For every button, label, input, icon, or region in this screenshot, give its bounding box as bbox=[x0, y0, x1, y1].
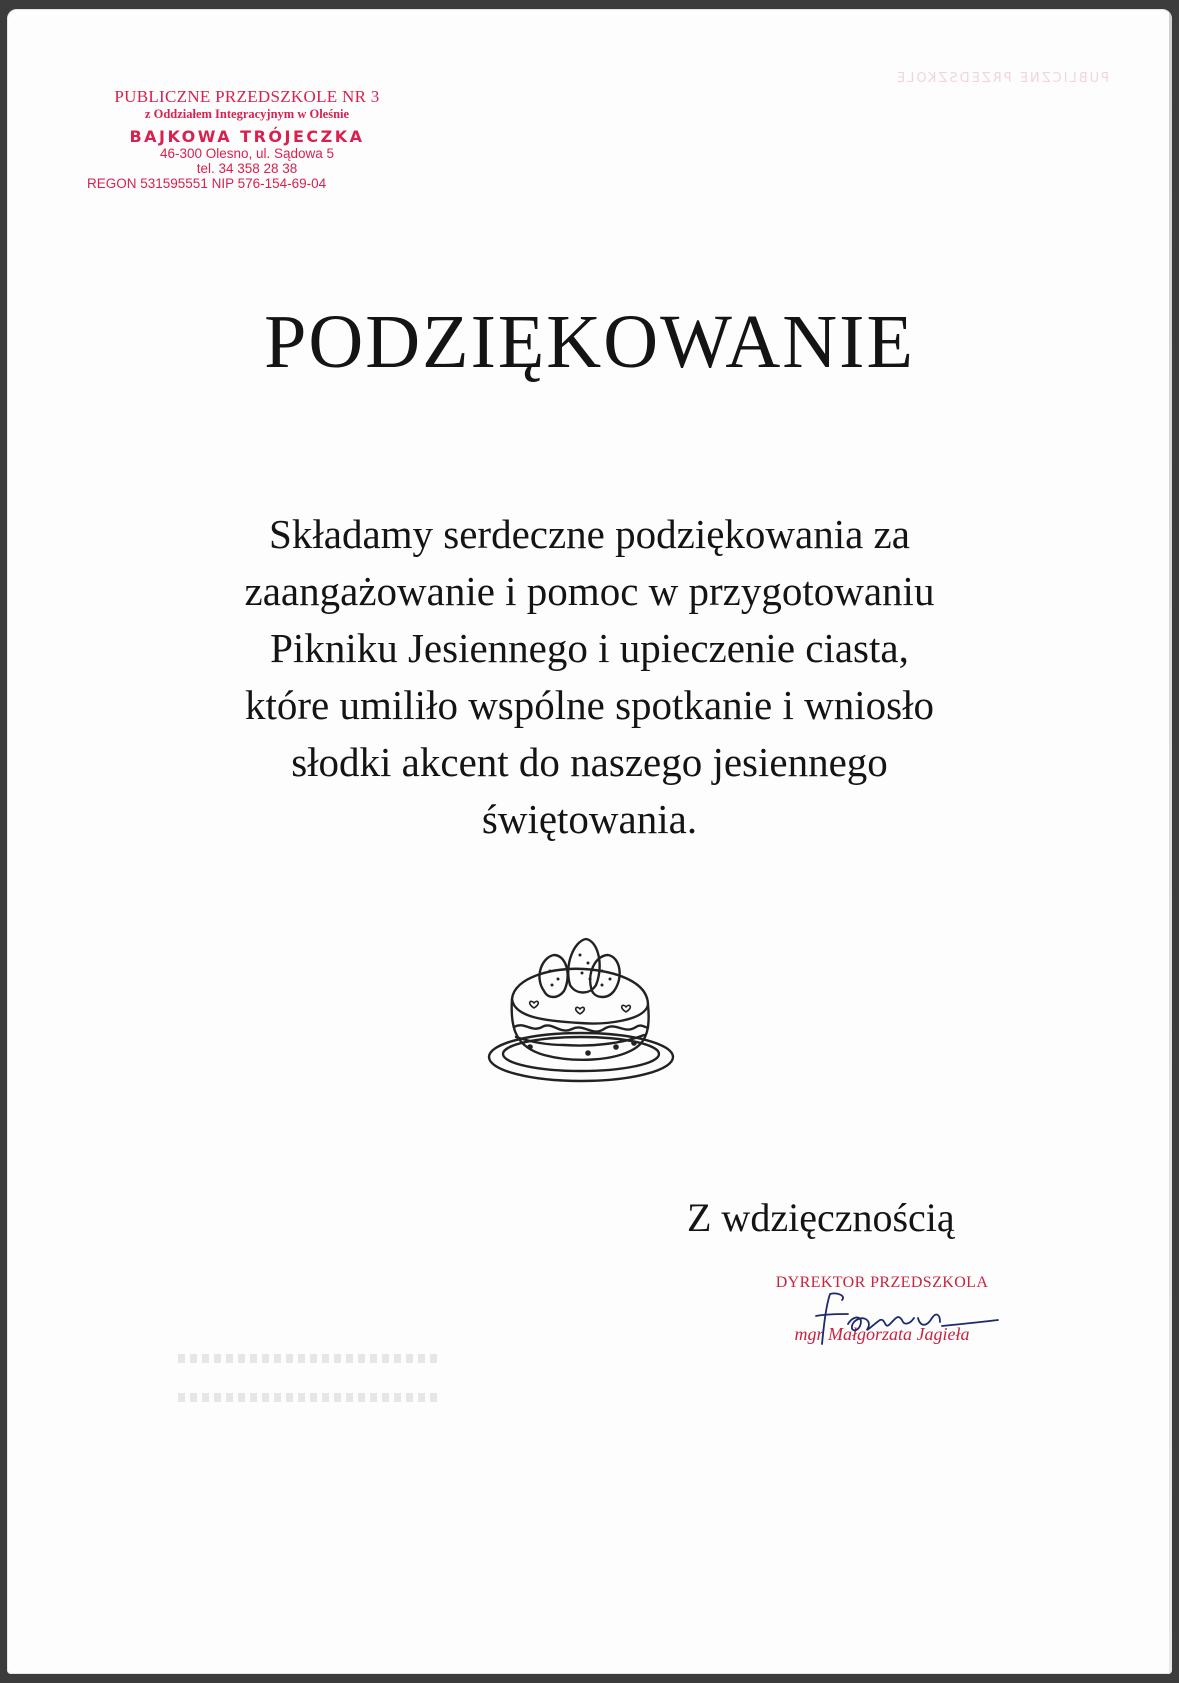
stamp-line-address: 46-300 Olesno, ul. Sądowa 5 bbox=[159, 146, 335, 161]
stamp-line-ids: REGON 531595551 NIP 576-154-69-04 bbox=[87, 176, 327, 191]
page-title: PODZIĘKOWANIE bbox=[264, 300, 915, 384]
closing-phrase: Z wdzięcznością bbox=[687, 1195, 955, 1240]
signature-name: mgr Małgorzata Jagieła bbox=[794, 1324, 970, 1344]
bleed-through-stamp: PUBLICZNE PRZEDSZKOLE bbox=[894, 71, 1109, 86]
body-line: słodki akcent do naszego jesiennego bbox=[291, 739, 888, 785]
body-line: świętowania. bbox=[481, 796, 698, 842]
page-edge bbox=[1169, 9, 1172, 1674]
institution-stamp bbox=[77, 87, 417, 191]
body-line: Pikniku Jesiennego i upieczenie ciasta, bbox=[270, 625, 909, 671]
stamp-line-phone: tel. 34 358 28 38 bbox=[196, 161, 298, 176]
stamp-line-brand: BAJKOWA TRÓJECZKA bbox=[129, 127, 365, 146]
body-paragraph bbox=[107, 506, 1072, 848]
handwritten-signature bbox=[802, 1284, 1002, 1364]
body-line: które umiliło wspólne spotkanie i wniosło bbox=[245, 682, 934, 728]
body-line: zaangażowanie i pomoc w przygotowaniu bbox=[244, 568, 935, 614]
cake-with-strawberries-icon bbox=[484, 929, 684, 1089]
signature-role: DYREKTOR PRZEDSZKOLA bbox=[775, 1274, 989, 1291]
bleed-through-text bbox=[177, 1354, 437, 1444]
stamp-line-name: PUBLICZNE PRZEDSZKOLE NR 3 bbox=[114, 87, 380, 106]
stamp-line-branch: z Oddziałem Integracyjnym w Oleśnie bbox=[144, 107, 350, 121]
document-page bbox=[7, 9, 1172, 1674]
body-line: Składamy serdeczne podziękowania za bbox=[269, 511, 910, 557]
